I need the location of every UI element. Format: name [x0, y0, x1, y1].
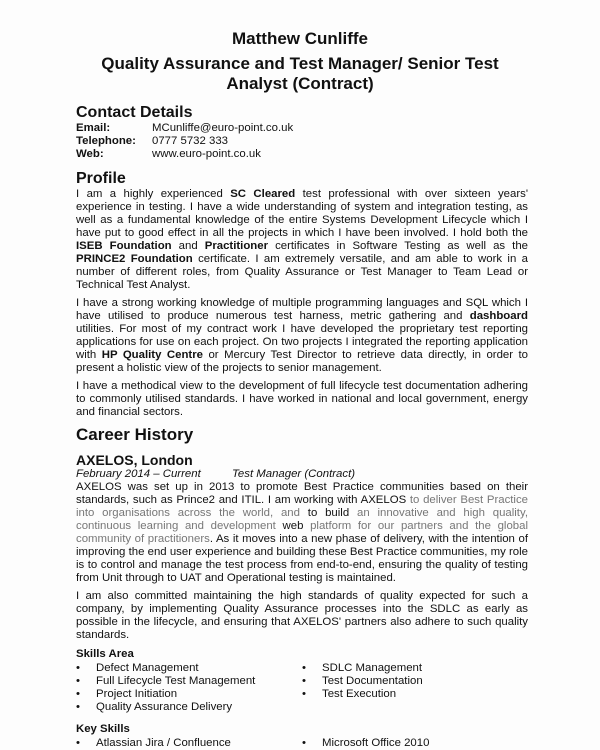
bold-text: HP Quality Centre — [101, 349, 203, 361]
text-segment: . As it moves into a new phase of delivery, with the intention of improving the end user experience and building these Best Practice communities, my role is to control and manage the test process from end-to-end, ensuring the quality of testing from Unit through to UAT and Operational testing is maintained. — [76, 533, 528, 584]
bold-text: ISEB Foundation — [76, 240, 172, 252]
text-segment: to deliver Best Practice into organisations across the world, and — [76, 494, 528, 519]
job-title-line-2: Analyst (Contract) — [226, 74, 374, 93]
paragraph — [76, 297, 528, 375]
skill-item: • Defect Management — [76, 662, 302, 675]
key-skills-heading: Key Skills — [76, 723, 130, 735]
skill-item: • Microsoft Office 2010 — [302, 737, 528, 750]
contact-row-web — [76, 148, 528, 161]
text-segment: an innovative and high quality, continuous learning and development — [76, 507, 528, 532]
text-segment: test professional with over sixteen years' experience in testing. I have a wide understanding of system and integration testing, as well as a fundamental knowledge of the entire Systems Development Lifecycle which I have put to good effect in all the projects in which I have been involved. I hold both the — [76, 188, 529, 239]
job-company: AXELOS, London — [76, 452, 193, 468]
text-segment: I am a highly experienced — [76, 188, 231, 200]
skill-item: • Atlassian Jira / Confluence — [76, 737, 302, 750]
career-heading: Career History — [76, 425, 194, 444]
bold-text: PRINCE2 Foundation — [76, 253, 193, 265]
web-label: Web: — [76, 148, 104, 160]
skill-item: • Full Lifecycle Test Management — [76, 675, 302, 688]
job-dates: February 2014 – Current — [76, 468, 201, 480]
email-label: Email: — [76, 122, 111, 134]
job-paragraphs — [76, 481, 528, 642]
text-segment: AXELOS was set up in 2013 to promote Best Practice communities based on their standards, such as Prince2 and ITIL. I am working with AXELOS — [76, 481, 528, 506]
paragraph — [76, 481, 528, 585]
text-segment: and — [171, 240, 205, 252]
contact-heading: Contact Details — [76, 104, 193, 121]
skills-area-heading: Skills Area — [76, 648, 134, 660]
bold-text: Practitioner — [204, 240, 269, 252]
telephone-value: 0777 5732 333 — [152, 135, 229, 147]
text-segment: certificate. I am extremely versatile, and am able to work in a number of different roles, from Quality Assurance or Test Manager to Team Lead or Technical Test Analyst. — [76, 253, 528, 291]
paragraph — [76, 590, 528, 642]
key-skills-list — [76, 737, 528, 750]
text-segment: utilities. For most of my contract work I have developed the proprietary test reporting applications for use on each project. On two projects I integrated the reporting application with — [76, 323, 528, 361]
candidate-name: Matthew Cunliffe — [232, 29, 368, 48]
bold-text: dashboard — [469, 310, 528, 322]
skill-item: • Test Execution — [302, 688, 528, 701]
text-segment: to build — [307, 507, 357, 519]
skills-area-list — [76, 662, 528, 714]
job-role: Test Manager (Contract) — [232, 468, 356, 480]
profile-section — [76, 170, 528, 419]
text-segment: I have a strong working knowledge of multiple programming languages and SQL which I have utilised to produce numerous test harness, metric gathering and — [76, 297, 528, 322]
email-value[interactable]: MCunliffe@euro-point.co.uk — [152, 122, 294, 134]
skill-item: • Quality Assurance Delivery — [76, 701, 302, 714]
skill-item: • Project Initiation — [76, 688, 302, 701]
profile-paragraphs — [76, 188, 528, 419]
text-segment: I am also committed maintaining the high standards of quality expected for such a company, by implementing Quality Assurance processes into the SDLC as early as possible in the lifecycle, and ensuring that AXELOS' partners also adhere to such quality standards. — [76, 590, 528, 641]
skill-item: • SDLC Management — [302, 662, 528, 675]
career-section — [76, 425, 528, 750]
contact-row-telephone — [76, 135, 528, 148]
contact-section — [76, 104, 528, 161]
text-segment: or Mercury Test Director to retrieve data directly, in order to present a holistic view of the projects to senior management. — [76, 349, 529, 374]
paragraph — [76, 380, 528, 419]
text-segment: I have a methodical view to the development of full lifecycle test documentation adhering to commonly utilised standards. I have worked in national and local government, energy and financial sectors. — [76, 380, 528, 418]
paragraph — [76, 188, 528, 292]
contact-row-email — [76, 122, 528, 135]
web-value[interactable]: www.euro-point.co.uk — [152, 148, 261, 160]
skill-item: • Test Documentation — [302, 675, 528, 688]
text-segment: web — [282, 520, 311, 532]
job-title-line-1: Quality Assurance and Test Manager/ Senior Test — [101, 54, 499, 73]
profile-heading: Profile — [76, 170, 126, 187]
text-segment: platform for our partners and the global community of practitioners — [76, 520, 528, 545]
text-segment: certificates in Software Testing as well as the — [268, 240, 528, 252]
bold-text: SC Cleared — [230, 188, 296, 200]
job-meta — [76, 468, 528, 481]
telephone-label: Telephone: — [76, 135, 136, 147]
